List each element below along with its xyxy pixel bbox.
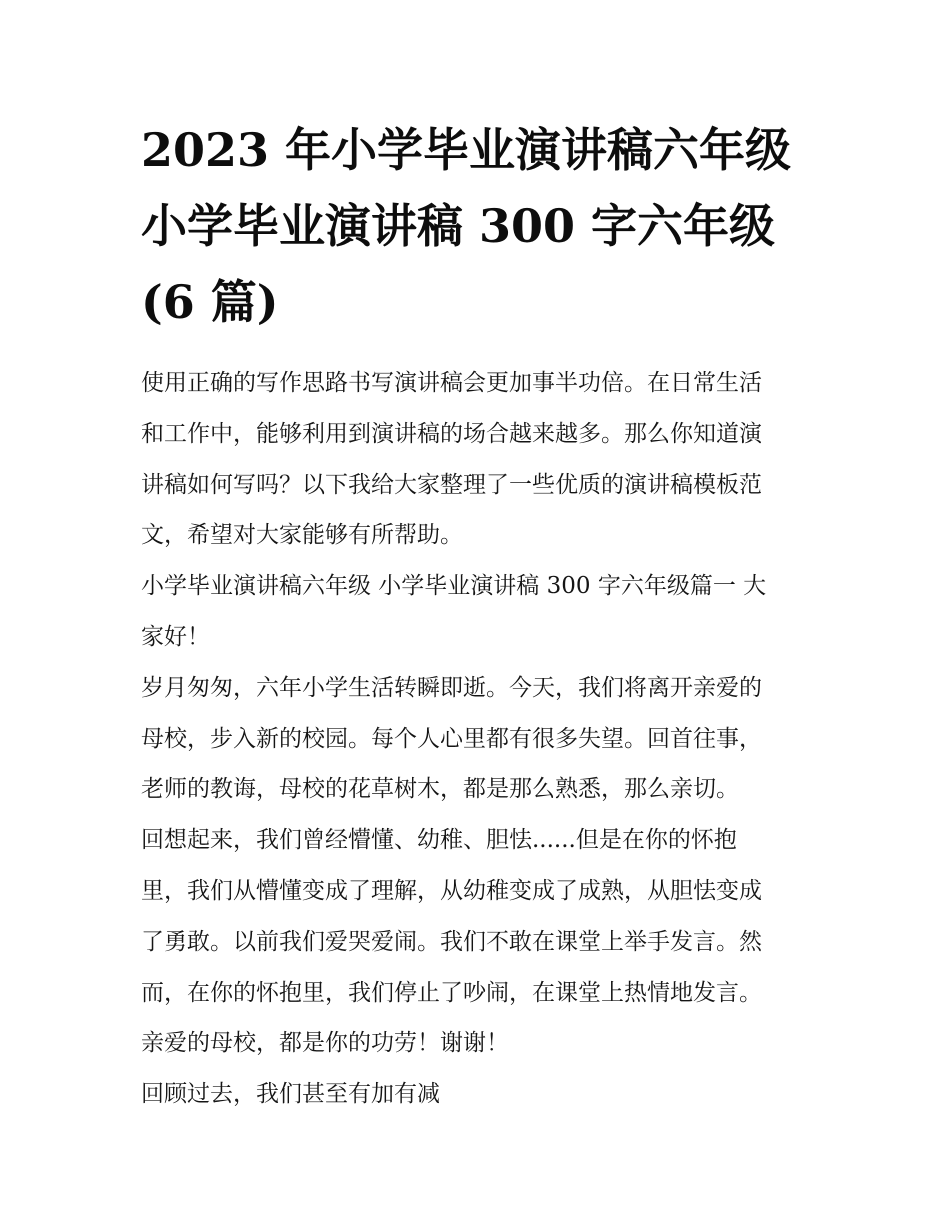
text-line: 小学毕业演讲稿六年级 小学毕业演讲稿 300 字六年级篇一 大 bbox=[141, 573, 767, 600]
text-line: 亲爱的母校，都是你的功劳！谢谢！ bbox=[141, 1030, 509, 1057]
title-line-1: 2023 年小学毕业演讲稿六年级 bbox=[141, 123, 792, 177]
text-line: 母校，步入新的校园。每个人心里都有很多失望。回首往事， bbox=[141, 725, 762, 752]
text-line: 和工作中，能够利用到演讲稿的场合越来越多。那么你知道演 bbox=[141, 420, 762, 447]
body-paragraph bbox=[141, 663, 813, 815]
text-line: 文，希望对大家能够有所帮助。 bbox=[141, 522, 463, 549]
text-line: 了勇敢。以前我们爱哭爱闹。我们不敢在课堂上举手发言。然 bbox=[141, 928, 762, 955]
text-line: 家好！ bbox=[141, 623, 210, 650]
body-paragraph bbox=[141, 1069, 813, 1120]
section-heading-paragraph bbox=[141, 561, 813, 663]
body-paragraph bbox=[141, 815, 813, 1069]
text-line: 里，我们从懵懂变成了理解，从幼稚变成了成熟，从胆怯变成 bbox=[141, 877, 762, 904]
text-line: 回顾过去，我们甚至有加有减 bbox=[141, 1081, 440, 1108]
text-line: 而，在你的怀抱里，我们停止了吵闹，在课堂上热情地发言。 bbox=[141, 979, 762, 1006]
document-body bbox=[141, 358, 813, 1120]
text-line: 回想起来，我们曾经懵懂、幼稚、胆怯......但是在你的怀抱 bbox=[141, 827, 737, 854]
document-content bbox=[141, 112, 813, 1120]
text-line: 岁月匆匆，六年小学生活转瞬即逝。今天，我们将离开亲爱的 bbox=[141, 674, 762, 701]
title-line-2: 小学毕业演讲稿 300 字六年级 bbox=[141, 199, 776, 253]
title-line-3: (6 篇) bbox=[141, 275, 279, 329]
document-title bbox=[141, 112, 813, 340]
intro-paragraph bbox=[141, 358, 813, 561]
text-line: 使用正确的写作思路书写演讲稿会更加事半功倍。在日常生活 bbox=[141, 370, 762, 396]
text-line: 讲稿如何写吗？以下我给大家整理了一些优质的演讲稿模板范 bbox=[141, 471, 762, 498]
text-line: 老师的教诲，母校的花草树木，都是那么熟悉，那么亲切。 bbox=[141, 776, 739, 803]
